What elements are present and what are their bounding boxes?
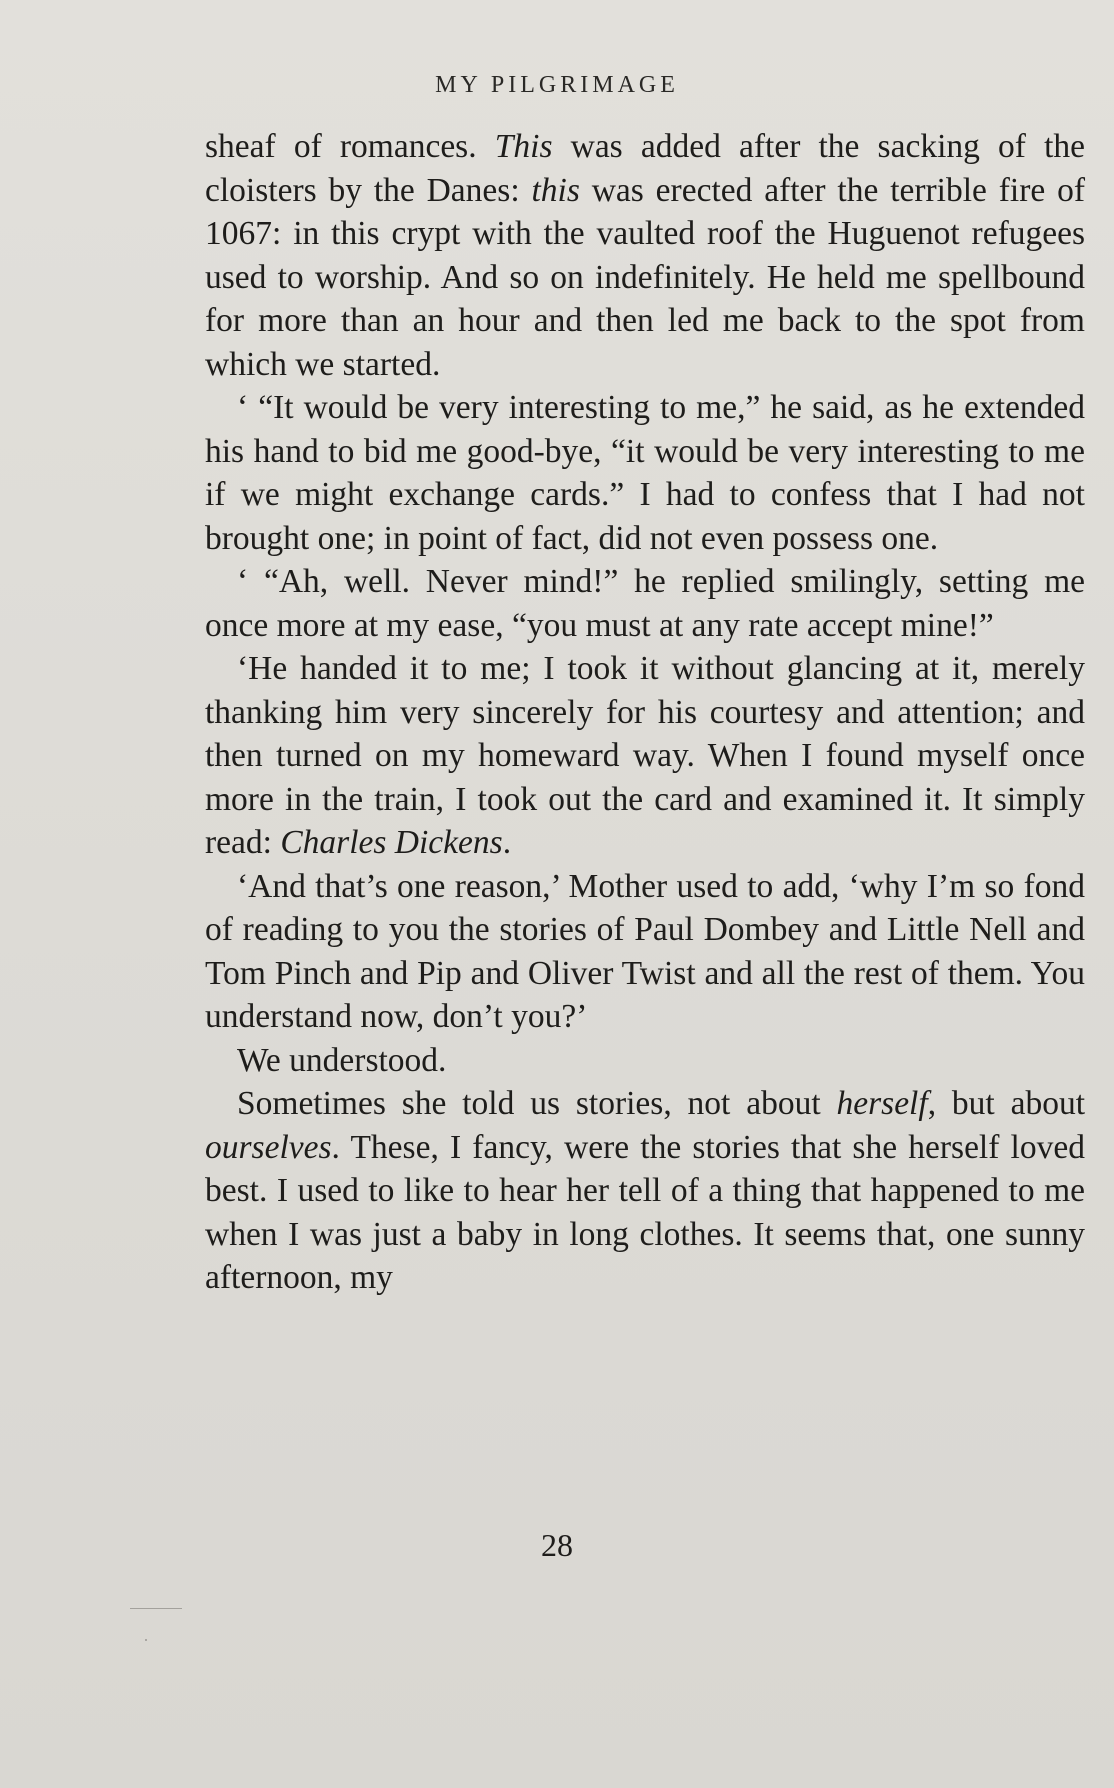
scan-dot — [145, 1639, 147, 1641]
text-segment: ‘ “Ah, well. Never mind!” he replied smilingly, setting me once more at my ease, “you must at any rate accept mine!” — [205, 563, 1085, 644]
paragraph-4 — [205, 647, 1085, 865]
scan-mark — [130, 1608, 182, 1609]
text-segment: ‘He handed it to me; I took it without glancing at it, merely thanking him very sincerely for his courtesy and attention; and then turned on my homeward way. When I found myself once more in the train, I took out the card and examined it. It simply read: — [205, 650, 1085, 861]
italic-segment: herself — [836, 1085, 928, 1122]
paragraph-3 — [205, 560, 1085, 647]
text-segment: . These, I fancy, were the stories that she herself loved best. I used to like to hear her tell of a thing that happened to me when I was just a baby in long clothes. It seems that, one sunny afternoon, my — [205, 1128, 1085, 1296]
text-segment: ‘And that’s one reason,’ Mother used to add, ‘why I’m so fond of reading to you the stories of Paul Dombey and Little Nell and Tom Pinch and Pip and Oliver Twist and all the rest of them. You understand now, don’t you?’ — [205, 867, 1085, 1035]
text-segment: . — [502, 824, 512, 861]
text-segment: , but about — [927, 1085, 1086, 1122]
text-segment: ‘ “It would be very interesting to me,” he said, as he extended his hand to bid me good-bye, “it would be very interesting to me if we might exchange cards.” I had to confess that I had not brought one; in point of fact, did not even possess one. — [205, 389, 1085, 557]
text-segment: was erected after the terrible fire of 1067: in this crypt with the vaulted roof the Huguenot refugees used to worship. And so on indefinitely. He held me spellbound for more than an hour and then led me back to the spot from which we started. — [205, 171, 1086, 383]
italic-segment: ourselves — [205, 1128, 332, 1166]
italic-segment: this — [531, 171, 580, 209]
text-segment: We understood. — [237, 1041, 447, 1079]
paragraph-2 — [205, 386, 1085, 560]
paragraph-6 — [205, 1039, 1085, 1083]
paragraph-7 — [205, 1082, 1085, 1300]
text-segment: sheaf of romances. — [205, 128, 495, 165]
text-segment: Sometimes she told us stories, not about — [237, 1085, 837, 1122]
italic-segment: Charles Dickens — [280, 824, 503, 861]
italic-segment: This — [494, 128, 553, 165]
paragraph-5 — [205, 865, 1085, 1039]
page-number: 28 — [541, 1527, 573, 1563]
paragraph-1 — [205, 125, 1085, 386]
body-text — [205, 125, 1085, 1300]
text-segment: was added after the sacking of the cloisters by the Danes: — [205, 128, 1085, 209]
running-head: MY PILGRIMAGE — [435, 72, 679, 98]
